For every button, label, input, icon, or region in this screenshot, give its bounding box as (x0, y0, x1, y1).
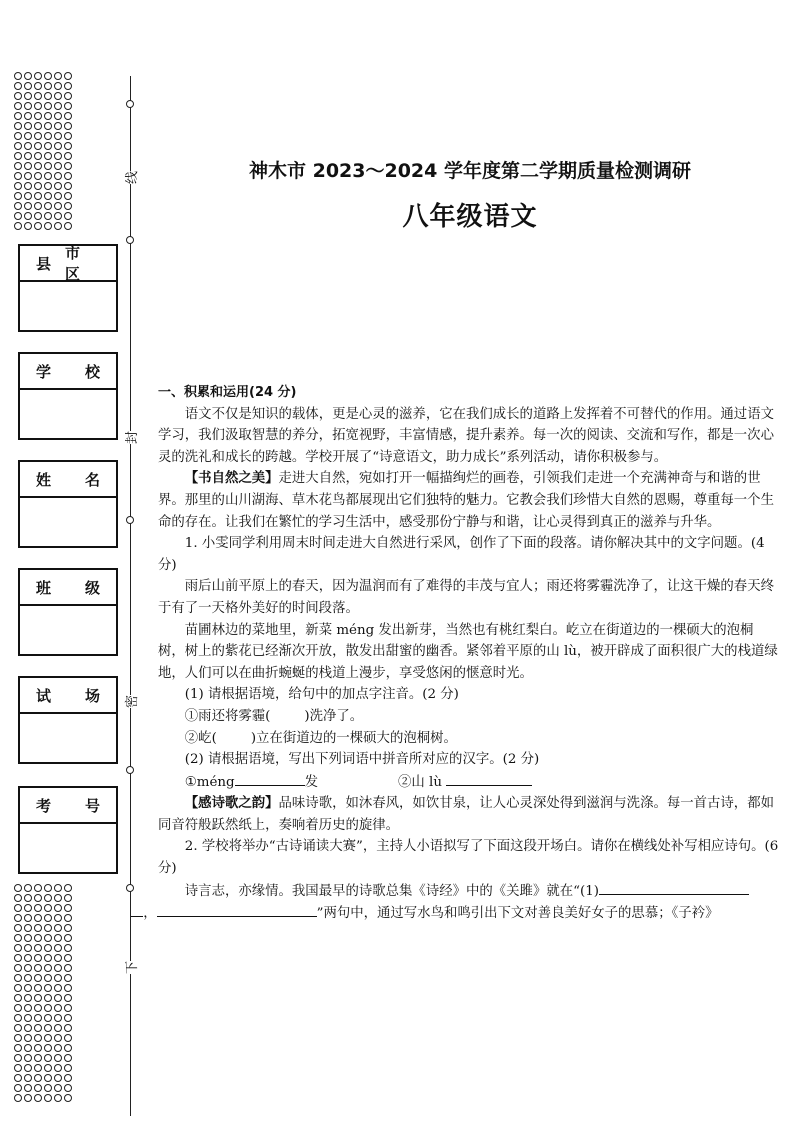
binding-hole (24, 1084, 32, 1092)
binding-hole (64, 1064, 72, 1072)
binding-hole (44, 914, 52, 922)
binding-hole (64, 192, 72, 200)
binding-hole (24, 212, 32, 220)
binding-hole (34, 944, 42, 952)
binding-hole (44, 82, 52, 90)
binding-hole (14, 92, 22, 100)
binding-hole (24, 974, 32, 982)
binding-hole (14, 944, 22, 952)
binding-hole (64, 172, 72, 180)
binding-hole (24, 1064, 32, 1072)
seal-dot (126, 236, 134, 244)
seal-char: 密 (121, 695, 140, 708)
binding-hole (14, 1064, 22, 1072)
binding-hole (14, 142, 22, 150)
binding-hole (24, 172, 32, 180)
binding-hole (34, 92, 42, 100)
binding-hole (14, 122, 22, 130)
exam-content (143, 382, 780, 925)
binding-hole (54, 1024, 62, 1032)
field-label: 县 (36, 254, 52, 273)
binding-hole (34, 142, 42, 150)
binding-hole (44, 1054, 52, 1062)
binding-hole (54, 1054, 62, 1062)
binding-hole (44, 72, 52, 80)
binding-holes-bottom (14, 884, 72, 1102)
field-label: 考 (36, 796, 52, 815)
binding-hole (34, 904, 42, 912)
binding-hole (14, 1094, 22, 1102)
binding-hole (54, 1084, 62, 1092)
binding-hole (44, 894, 52, 902)
binding-hole (24, 1024, 32, 1032)
binding-hole (64, 884, 72, 892)
binding-hole (24, 1014, 32, 1022)
binding-hole (64, 944, 72, 952)
field-label: 市 区 (65, 244, 81, 283)
binding-hole (14, 1044, 22, 1052)
binding-hole (14, 894, 22, 902)
binding-hole (24, 914, 32, 922)
binding-hole (34, 1084, 42, 1092)
binding-hole (54, 994, 62, 1002)
binding-hole (54, 1094, 62, 1102)
binding-hole (54, 1044, 62, 1052)
binding-hole (34, 964, 42, 972)
q-text: ①méng (184, 774, 235, 790)
passage-paragraph-1: 雨后山前平原上的春天，因为温润而有了难得的丰茂与宜人；雨还将雾霾洗净了，让这干燥的春天终于有了一天格外美好的时间段落。 (158, 579, 774, 616)
field-label: 校 (84, 362, 100, 381)
field-label: 试 (36, 686, 52, 705)
dotted-char: 霾 (251, 708, 266, 724)
binding-hole (34, 1074, 42, 1082)
binding-hole (44, 162, 52, 170)
binding-hole (34, 974, 42, 982)
binding-hole (54, 142, 62, 150)
binding-hole (24, 92, 32, 100)
binding-hole (64, 92, 72, 100)
binding-hole (64, 122, 72, 130)
binding-hole (24, 954, 32, 962)
binding-hole (54, 92, 62, 100)
binding-hole (34, 1014, 42, 1022)
binding-hole (34, 212, 42, 220)
q-text: 立在街道边的一棵硕大的泡桐树。 (256, 730, 457, 746)
binding-hole (34, 994, 42, 1002)
binding-hole (14, 974, 22, 982)
binding-hole (24, 122, 32, 130)
binding-hole (64, 1034, 72, 1042)
binding-hole (24, 182, 32, 190)
binding-hole (34, 934, 42, 942)
binding-hole (14, 924, 22, 932)
binding-hole (44, 954, 52, 962)
binding-hole (54, 192, 62, 200)
binding-hole (34, 1024, 42, 1032)
field-room-box[interactable] (18, 676, 118, 764)
q-text: ”两句中，通过写水鸟和鸣引出下文对善良美好女子的思慕；《子衿》 (316, 906, 719, 922)
question-1: 1. 小雯同学利用周末时间走进大自然进行采风，创作了下面的段落。请你解决其中的文字问题。(4 分) (158, 536, 765, 573)
binding-hole (34, 152, 42, 160)
seal-char: 线 (121, 171, 140, 184)
binding-hole (54, 182, 62, 190)
binding-hole (34, 202, 42, 210)
binding-holes-top (14, 72, 72, 230)
binding-hole (44, 964, 52, 972)
binding-hole (14, 172, 22, 180)
binding-hole (34, 132, 42, 140)
binding-hole (14, 964, 22, 972)
binding-hole (54, 112, 62, 120)
binding-hole (34, 1034, 42, 1042)
binding-hole (14, 1004, 22, 1012)
binding-hole (14, 152, 22, 160)
field-class-box[interactable] (18, 568, 118, 656)
binding-hole (64, 152, 72, 160)
binding-hole (34, 122, 42, 130)
binding-hole (14, 904, 22, 912)
binding-hole (64, 954, 72, 962)
part2-paragraph (158, 793, 780, 836)
binding-hole (44, 1024, 52, 1032)
field-label: 级 (84, 578, 100, 597)
question-1-2-items (158, 771, 780, 794)
seal-char: 下 (121, 961, 140, 974)
binding-hole (54, 934, 62, 942)
binding-hole (64, 1084, 72, 1092)
binding-hole (24, 1094, 32, 1102)
binding-hole (44, 884, 52, 892)
question-1-1-a: ①雨还将雾霾( )洗净了。 (184, 708, 364, 724)
seal-dot (126, 766, 134, 774)
answer-blank[interactable] (235, 771, 305, 786)
binding-hole (64, 1094, 72, 1102)
seal-dot (126, 100, 134, 108)
dotted-char: ②屹 (184, 730, 212, 746)
binding-hole (44, 142, 52, 150)
field-label: 号 (84, 796, 100, 815)
binding-hole (64, 1004, 72, 1012)
question-2: 2. 学校将举办“古诗诵读大赛”，主持人小语拟写了下面这段开场白。请你在横线处补写相应诗句。(6 分) (158, 839, 779, 877)
binding-hole (54, 82, 62, 90)
binding-hole (24, 964, 32, 972)
binding-hole (14, 954, 22, 962)
binding-hole (44, 1064, 52, 1072)
binding-hole (34, 172, 42, 180)
q-text: 洗净了。 (309, 708, 364, 724)
q-text: 诗言志，亦缘情。我国最早的诗歌总集《诗经》中的《关雎》就在“(1) (184, 883, 599, 899)
binding-hole (44, 1034, 52, 1042)
binding-hole (34, 914, 42, 922)
binding-hole (54, 212, 62, 220)
binding-hole (44, 934, 52, 942)
binding-hole (54, 894, 62, 902)
binding-hole (24, 112, 32, 120)
binding-hole (54, 974, 62, 982)
binding-hole (54, 72, 62, 80)
binding-hole (14, 72, 22, 80)
binding-hole (14, 1024, 22, 1032)
q-text: ②山 lù (398, 774, 442, 790)
answer-blank[interactable] (131, 902, 143, 917)
binding-hole (64, 102, 72, 110)
binding-hole (24, 1054, 32, 1062)
field-name-box[interactable] (18, 460, 118, 548)
binding-hole (14, 222, 22, 230)
binding-hole (34, 192, 42, 200)
binding-hole (34, 894, 42, 902)
binding-hole (24, 102, 32, 110)
field-label: 名 (84, 470, 100, 489)
binding-hole (54, 152, 62, 160)
seal-dot (126, 516, 134, 524)
binding-hole (24, 934, 32, 942)
binding-hole (34, 1094, 42, 1102)
binding-hole (54, 914, 62, 922)
binding-hole (64, 142, 72, 150)
answer-blank[interactable] (157, 902, 317, 917)
binding-hole (44, 192, 52, 200)
binding-hole (44, 1014, 52, 1022)
question-1-1: (1) 请根据语境，给句中的加点字注音。(2 分) (184, 687, 459, 703)
binding-hole (64, 212, 72, 220)
binding-hole (54, 1004, 62, 1012)
binding-hole (14, 212, 22, 220)
binding-hole (24, 1034, 32, 1042)
binding-hole (34, 884, 42, 892)
binding-hole (54, 944, 62, 952)
field-label: 姓 (36, 470, 52, 489)
binding-hole (44, 984, 52, 992)
binding-hole (24, 72, 32, 80)
binding-hole (44, 202, 52, 210)
binding-hole (34, 1064, 42, 1072)
binding-hole (24, 202, 32, 210)
binding-hole (64, 974, 72, 982)
seal-char: 封 (121, 431, 140, 444)
binding-hole (14, 102, 22, 110)
binding-hole (44, 1074, 52, 1082)
binding-hole (54, 884, 62, 892)
field-school-box[interactable] (18, 352, 118, 440)
binding-hole (54, 132, 62, 140)
passage-paragraph-2: 苗圃林边的菜地里，新菜 méng 发出新芽，当然也有桃红梨白。屹立在街道边的一棵硕大的泡桐树，树上的紫花已经渐次开放，散发出甜蜜的幽香。紧邻着平原的山 lù，被开辟成了面积很广大的栈道绿地，人们可以在曲折蜿蜒的栈道上漫步，享受悠闲的惬意时光。 (158, 622, 778, 681)
binding-hole (54, 202, 62, 210)
binding-hole (64, 924, 72, 932)
binding-hole (14, 1054, 22, 1062)
binding-hole (54, 1064, 62, 1072)
binding-hole (54, 172, 62, 180)
part1-text: 走进大自然，宛如打开一幅描绚烂的画卷，引领我们走进一个充满神奇与和谐的世界。那里的山川湖海、草木花鸟都展现出它们独特的魅力。它教会我们珍惜大自然的恩赐，尊重每一个生命的存在。让我们在繁忙的学习生活中，感受那份宁静与和谐，让心灵得到真正的滋养与升华。 (158, 471, 774, 530)
binding-hole (44, 1004, 52, 1012)
binding-hole (34, 1004, 42, 1012)
binding-hole (44, 1084, 52, 1092)
binding-hole (64, 964, 72, 972)
exam-title: 神木市 2023～2024 学年度第二学期质量检测调研 (249, 160, 691, 182)
q-text: ①雨还将雾 (184, 708, 252, 724)
binding-hole (34, 924, 42, 932)
binding-hole (64, 994, 72, 1002)
binding-hole (24, 1044, 32, 1052)
binding-hole (44, 1044, 52, 1052)
binding-hole (24, 192, 32, 200)
binding-hole (44, 152, 52, 160)
field-label: 场 (84, 686, 100, 705)
part1-paragraph (158, 468, 780, 533)
binding-hole (64, 72, 72, 80)
binding-hole (14, 202, 22, 210)
binding-hole (34, 222, 42, 230)
binding-hole (54, 924, 62, 932)
binding-hole (54, 1074, 62, 1082)
binding-hole (34, 1054, 42, 1062)
binding-hole (64, 984, 72, 992)
binding-hole (24, 884, 32, 892)
answer-blank[interactable] (599, 880, 749, 895)
part1-tag: 【书自然之美】 (184, 471, 279, 487)
binding-hole (44, 122, 52, 130)
binding-hole (64, 82, 72, 90)
binding-hole (14, 1034, 22, 1042)
binding-hole (24, 904, 32, 912)
binding-hole (54, 222, 62, 230)
binding-hole (24, 984, 32, 992)
binding-hole (64, 222, 72, 230)
intro-paragraph: 语文不仅是知识的载体，更是心灵的滋养，它在我们成长的道路上发挥着不可替代的作用。通过语文学习，我们汲取智慧的养分，拓宽视野，丰富情感，提升素养。每一次的阅读、交流和写作，都是一次心灵的洗礼和成长的跨越。学校开展了“诗意语文，助力成长”系列活动，请你积极参与。 (158, 406, 774, 465)
q-text: 发 (304, 774, 319, 790)
binding-hole (14, 112, 22, 120)
binding-hole (64, 904, 72, 912)
binding-hole (64, 112, 72, 120)
question-1-2: (2) 请根据语境，写出下列词语中拼音所对应的汉字。(2 分) (184, 752, 540, 768)
binding-hole (14, 914, 22, 922)
field-label: 班 (36, 578, 52, 597)
binding-hole (24, 132, 32, 140)
binding-hole (14, 1084, 22, 1092)
answer-blank[interactable] (446, 771, 532, 786)
binding-hole (64, 1054, 72, 1062)
binding-hole (64, 132, 72, 140)
binding-hole (64, 1074, 72, 1082)
binding-hole (34, 182, 42, 190)
binding-hole (44, 102, 52, 110)
binding-hole (44, 92, 52, 100)
binding-hole (34, 162, 42, 170)
binding-hole (44, 172, 52, 180)
binding-hole (34, 102, 42, 110)
binding-hole (54, 122, 62, 130)
binding-hole (24, 82, 32, 90)
binding-hole (24, 1004, 32, 1012)
binding-hole (14, 82, 22, 90)
question-1-1-b: ②屹( )立在街道边的一棵硕大的泡桐树。 (184, 730, 457, 746)
binding-hole (54, 984, 62, 992)
binding-hole (14, 1014, 22, 1022)
binding-hole (24, 894, 32, 902)
seal-dot (126, 884, 134, 892)
binding-hole (44, 994, 52, 1002)
binding-hole (44, 222, 52, 230)
exam-subject: 八年级语文 (402, 202, 538, 232)
binding-hole (64, 162, 72, 170)
binding-hole (14, 192, 22, 200)
binding-hole (44, 212, 52, 220)
binding-hole (34, 954, 42, 962)
binding-hole (54, 904, 62, 912)
binding-hole (34, 112, 42, 120)
field-number-box[interactable] (18, 786, 118, 874)
binding-hole (64, 894, 72, 902)
binding-hole (64, 182, 72, 190)
binding-hole (54, 964, 62, 972)
binding-hole (54, 102, 62, 110)
binding-hole (44, 1094, 52, 1102)
binding-hole (44, 974, 52, 982)
binding-hole (34, 82, 42, 90)
field-label: 学 (36, 362, 52, 381)
binding-hole (44, 182, 52, 190)
part2-text: 品味诗歌，如沐春风，如饮甘泉，让人心灵深处得到滋润与洗涤。每一首古诗，都如同音符般跃然纸上，奏响着历史的旋律。 (158, 796, 774, 833)
binding-hole (34, 984, 42, 992)
binding-hole (44, 132, 52, 140)
binding-hole (64, 914, 72, 922)
binding-hole (54, 162, 62, 170)
binding-hole (44, 944, 52, 952)
binding-hole (24, 924, 32, 932)
binding-hole (54, 1034, 62, 1042)
binding-hole (64, 1014, 72, 1022)
binding-hole (24, 994, 32, 1002)
binding-hole (64, 1044, 72, 1052)
section-heading: 一、积累和运用(24 分) (158, 385, 297, 400)
binding-hole (44, 904, 52, 912)
binding-hole (24, 162, 32, 170)
binding-hole (24, 944, 32, 952)
field-county-box[interactable] (18, 244, 118, 332)
binding-hole (64, 202, 72, 210)
binding-hole (44, 112, 52, 120)
question-2-text: 诗言志，亦缘情。我国最早的诗歌总集《诗经》中的《关雎》就在“(1) ， ”两句中，通过写水鸟和鸣引出下文对善良美好女子的思慕；《子衿》 (158, 880, 780, 925)
binding-hole (34, 1044, 42, 1052)
binding-hole (24, 142, 32, 150)
binding-hole (54, 954, 62, 962)
binding-hole (24, 1074, 32, 1082)
binding-hole (24, 222, 32, 230)
binding-hole (54, 1014, 62, 1022)
binding-hole (24, 152, 32, 160)
binding-hole (44, 924, 52, 932)
binding-hole (14, 1074, 22, 1082)
binding-hole (14, 162, 22, 170)
binding-hole (14, 884, 22, 892)
binding-hole (34, 72, 42, 80)
part2-tag: 【感诗歌之韵】 (184, 796, 279, 812)
binding-hole (14, 182, 22, 190)
binding-hole (14, 132, 22, 140)
binding-hole (14, 994, 22, 1002)
binding-hole (14, 984, 22, 992)
binding-hole (64, 934, 72, 942)
binding-hole (14, 934, 22, 942)
binding-hole (64, 1024, 72, 1032)
